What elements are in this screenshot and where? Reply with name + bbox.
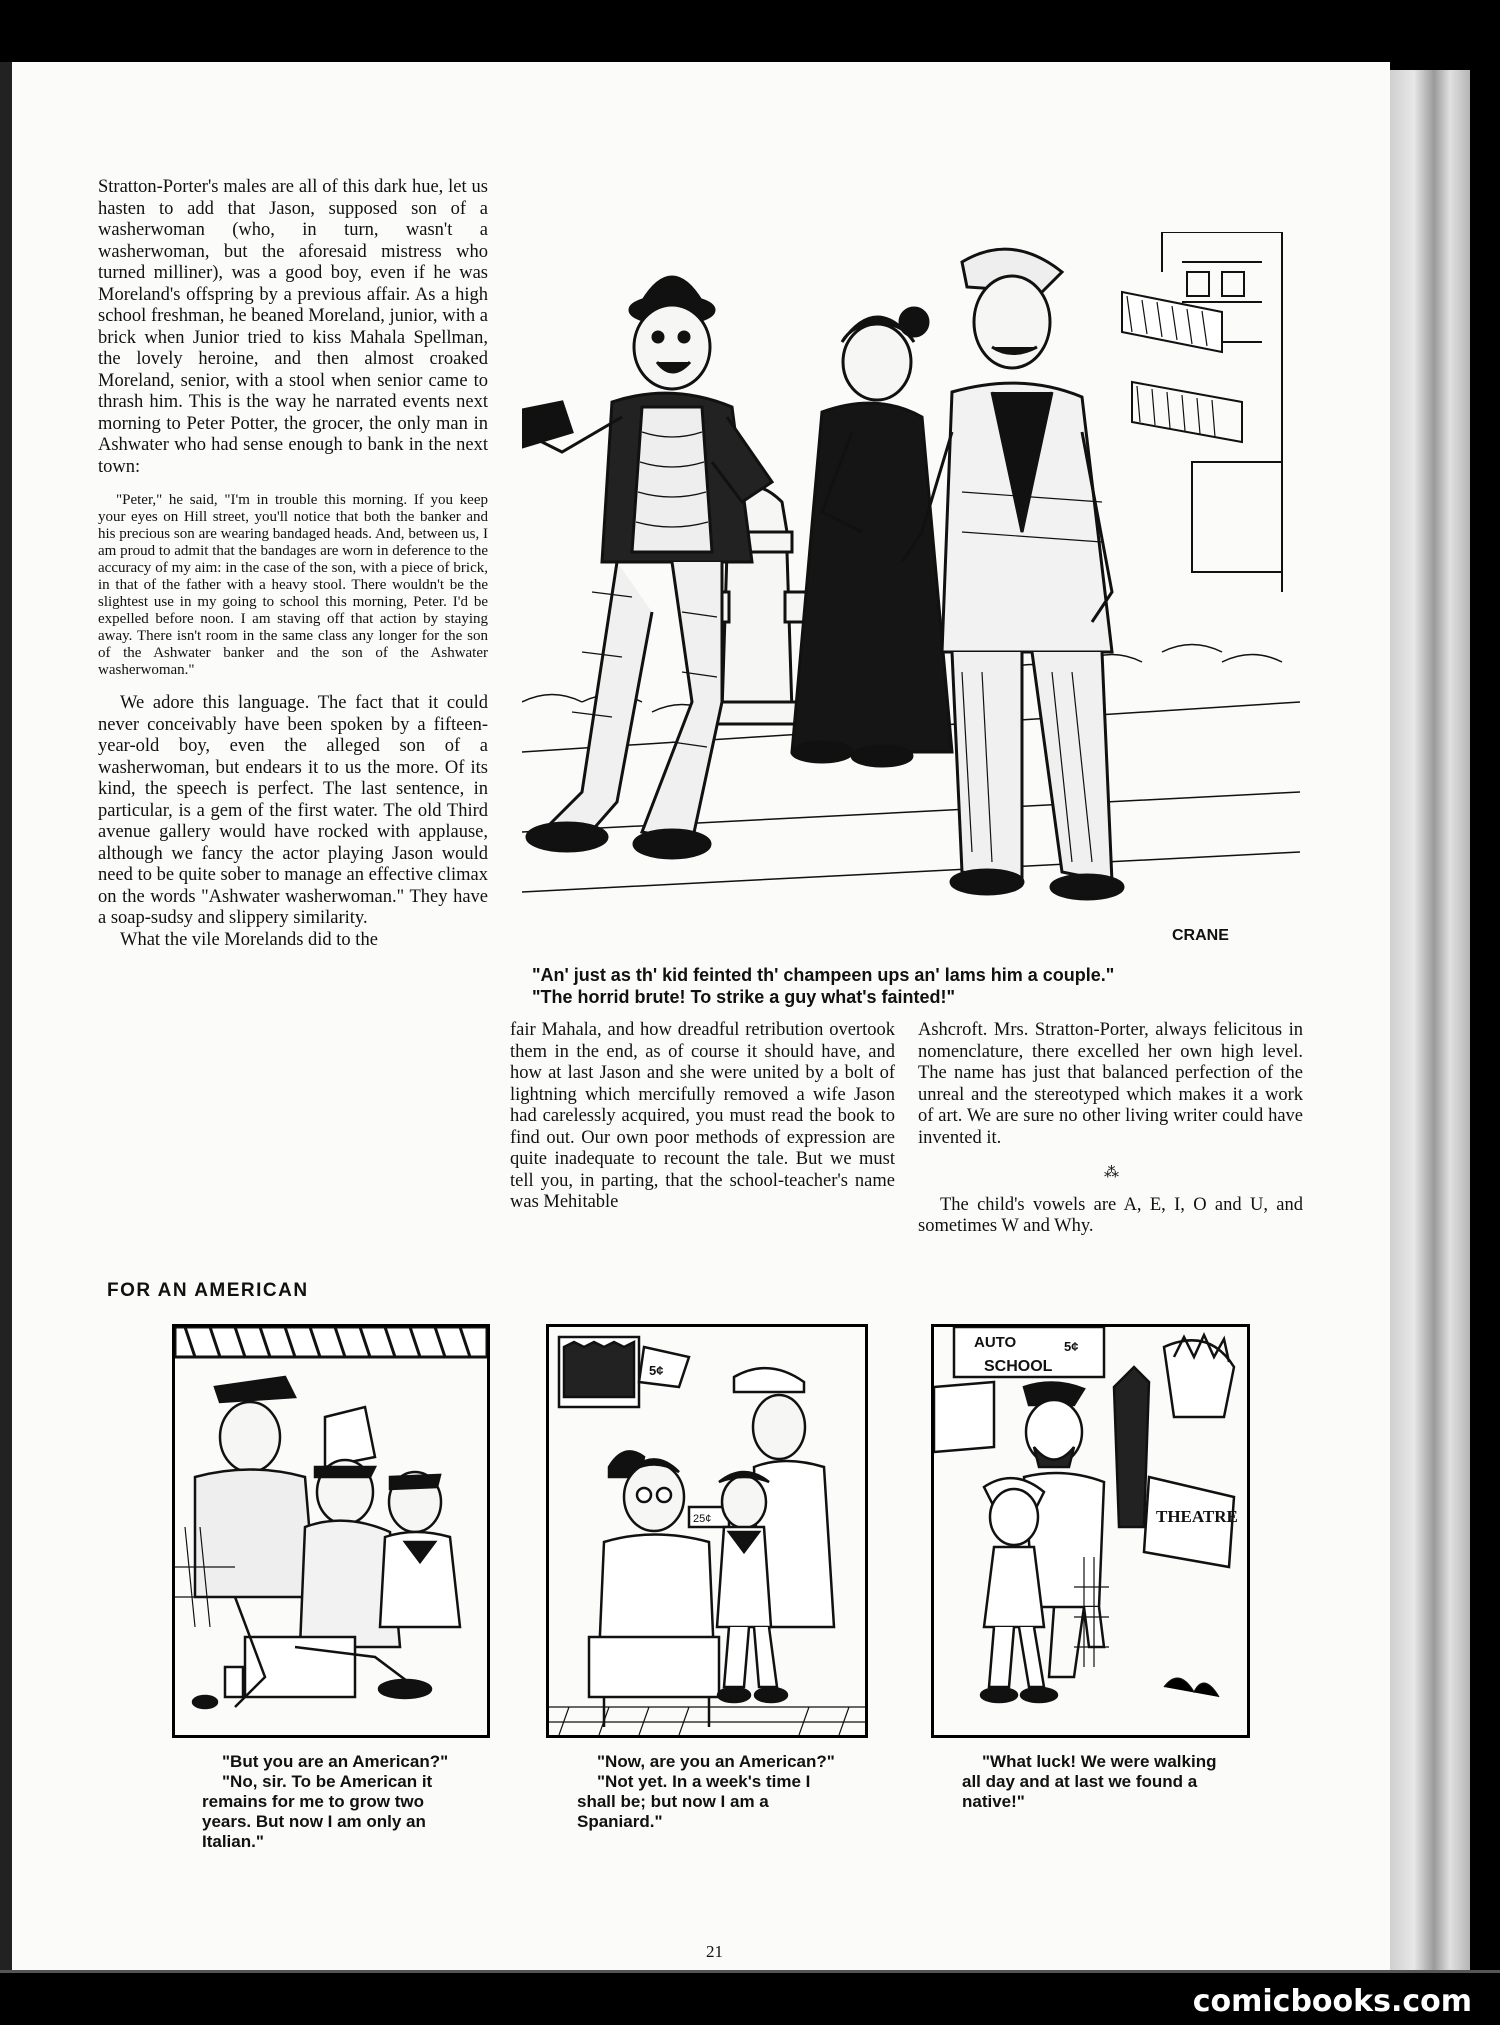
poster-text: 5¢ (1064, 1339, 1079, 1354)
main-cartoon (522, 232, 1300, 957)
page-number: 21 (706, 1942, 723, 1961)
paragraph: We adore this language. The fact that it could never conceivably have been spoken by a fifteen-year-old boy, even the alleged son of a washerwoman, but endears it to us the more. Of its kind, the speech is perfect. The last sentence, in particular, is a gem of the first water. The old Third avenue gallery would have rocked with applause, although we fancy the actor playing Jason would need to be quite sober to manage an effective climax on the words "Ashwater washerwoman." They have a soap-sudsy and slippery similarity. (98, 693, 488, 928)
comic-panel-2 (546, 1324, 868, 1738)
poster-text: THEATRE (1156, 1507, 1238, 1526)
panel-3-caption (962, 1752, 1224, 1812)
paragraph: What the vile Morelands did to the (120, 929, 378, 950)
text-column-3 (918, 1020, 1303, 1238)
paragraph: fair Mahala, and how dreadful retribution overtook them in the end, as of course it should have, and how at last Jason and she were united by a bolt of lightning which mercifully removed a wife Jason had carelessly acquired, you must read the book to find out. Our own poor methods of expression are quite inadequate to recount the tale. But we must tell you, in parting, that the school-teacher's name was Mehitable (510, 1020, 895, 1212)
main-cartoon-caption (532, 964, 1302, 1008)
panel-1-caption (202, 1752, 462, 1852)
caption-line: "Not yet. In a week's time I shall be; but now I am a Spaniard." (577, 1772, 811, 1831)
caption-line: "No, sir. To be American it remains for me to grow two years. But now I am only an Italian." (202, 1772, 433, 1851)
artist-signature: CRANE (1172, 927, 1229, 944)
text-column-2 (510, 1020, 895, 1214)
watermark: comicbooks.com (1192, 1984, 1472, 2019)
comic-panel-1 (172, 1324, 490, 1738)
panel-1-illustration (175, 1327, 487, 1735)
caption-line: "What luck! We were walking all day and at last we found a native!" (962, 1752, 1217, 1811)
caption-line: "The horrid brute! To strike a guy what's fainted!" (532, 987, 956, 1007)
caption-line: "Now, are you an American?" (597, 1752, 835, 1771)
book-spine (0, 62, 12, 1972)
panel-3-illustration (934, 1327, 1247, 1735)
page-fold (0, 1970, 1500, 1973)
section-divider: ⁂ (1104, 1165, 1117, 1181)
panel-2-caption (577, 1752, 839, 1832)
cartoon-illustration (522, 232, 1300, 957)
paragraph: The child's vowels are A, E, I, O and U, and sometimes W and Why. (918, 1194, 1303, 1236)
paragraph: Stratton-Porter's males are all of this dark hue, let us hasten to add that Jason, supposed son of a washerwoman (who, in turn, wasn't a washerwoman, but the aforesaid mistress who turned milliner), was a good boy, even if he was Moreland's offspring by a previous affair. As a high school freshman, he beaned Moreland, junior, with a brick when Junior tried to kiss Mahala Spellman, the lovely heroine, and then almost croaked Moreland, senior, with a stool when senior came to thrash him. This is the way he narrated events next morning to Peter Potter, the grocer, the only man in Ashwater who had sense enough to bank in the next town: (98, 177, 488, 477)
caption-line: "But you are an American?" (222, 1752, 449, 1771)
panel-2-illustration (549, 1327, 865, 1735)
poster-text: AUTO (974, 1334, 1017, 1351)
page-edge (1390, 70, 1470, 1970)
text-column-1 (98, 177, 488, 951)
magazine-page (12, 62, 1390, 1970)
price-sign-text: 25¢ (693, 1513, 712, 1525)
feature-title: FOR AN AMERICAN (107, 1280, 309, 1301)
block-quote: "Peter," he said, "I'm in trouble this morning. If you keep your eyes on Hill street, you'll notice that both the banker and his precious son are wearing bandaged heads. And, between us, I am proud to admit that the bandages are worn in deference to the accuracy of my aim: in the case of the son, with a piece of brick, in that of the father with a heavy stool. There wouldn't be the slightest use in my going to school this morning, Peter. I'd be expelled before noon. I am staving off that action by staying away. There isn't room in the same class any longer for the son of the Ashwater banker and the son of the Ashwater washerwoman." (98, 492, 488, 678)
caption-line: "An' just as th' kid feinted th' champeen ups an' lams him a couple." (532, 965, 1115, 985)
poster-text: SCHOOL (984, 1358, 1053, 1375)
comic-panel-3 (931, 1324, 1250, 1738)
paragraph: Ashcroft. Mrs. Stratton-Porter, always felicitous in nomenclature, there excelled her own high level. The name has just that balanced perfection of the unreal and the stereotyped which makes it a work of art. We are sure no other living writer could have invented it. (918, 1020, 1303, 1148)
price-sign-text: 5¢ (649, 1363, 664, 1378)
